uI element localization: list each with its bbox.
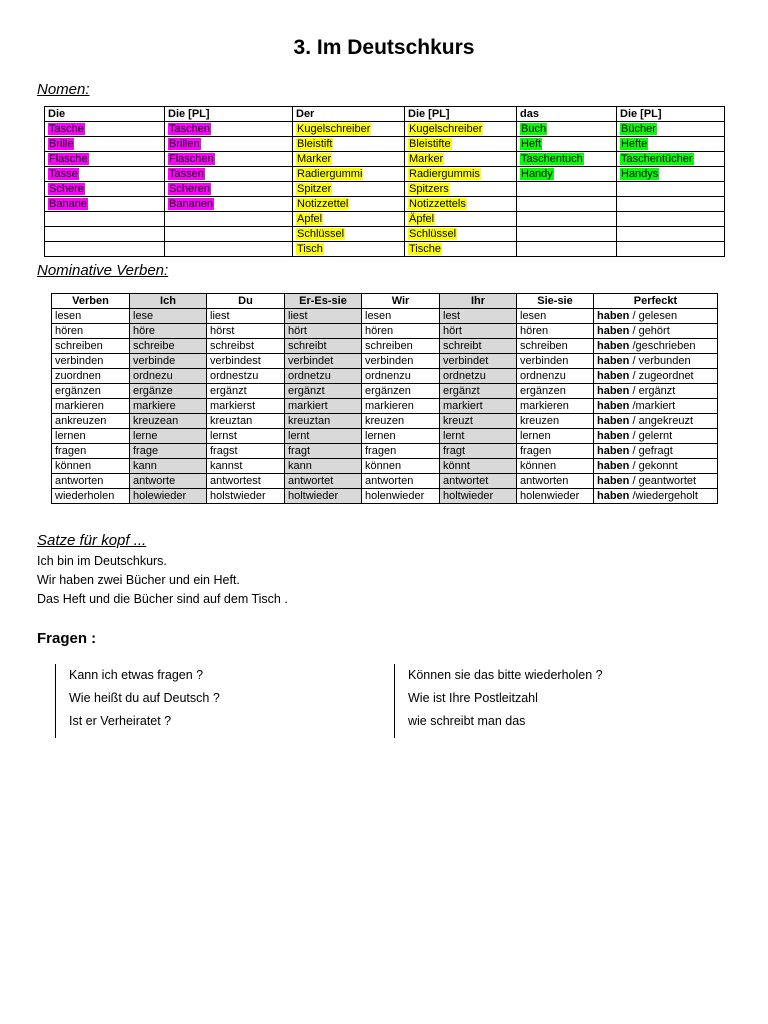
noun-cell [517, 152, 617, 167]
verb-cell: antwortest [207, 474, 285, 489]
noun-word: Radiergummi [297, 168, 363, 180]
verb-cell: höre [130, 324, 207, 339]
verb-cell: ordnestzu [207, 369, 285, 384]
perfect-auxiliary: haben [597, 415, 630, 427]
verb-cell: hört [285, 324, 362, 339]
verb-cell: hören [517, 324, 594, 339]
verb-cell: können [517, 459, 594, 474]
verb-cell: lesen [362, 309, 440, 324]
verb-cell: fragen [517, 444, 594, 459]
noun-cell [617, 242, 725, 257]
table-row [45, 197, 725, 212]
verb-cell: ordnenzu [517, 369, 594, 384]
noun-word: Marker [297, 153, 332, 165]
noun-cell [293, 197, 405, 212]
nouns-column-header: Die [45, 107, 165, 122]
sentences-heading: Satze für kopf ... [37, 532, 147, 549]
verb-cell: ankreuzen [52, 414, 130, 429]
noun-cell [405, 152, 517, 167]
table-row [52, 369, 718, 384]
noun-word: Heft [521, 138, 542, 150]
verb-cell: lerne [130, 429, 207, 444]
noun-cell [617, 212, 725, 227]
nouns-table [44, 106, 725, 257]
perfect-participle: / zugeordnet [629, 370, 694, 382]
noun-word: Tasse [49, 168, 78, 180]
noun-cell [517, 212, 617, 227]
verb-cell: hören [52, 324, 130, 339]
noun-word: Brille [49, 138, 74, 150]
question-item: Wie heißt du auf Deutsch ? [69, 691, 220, 705]
verb-cell: schreiben [362, 339, 440, 354]
noun-word: Tasche [49, 123, 84, 135]
noun-word: Schlüssel [297, 228, 345, 240]
nouns-column-header: Die [PL] [405, 107, 517, 122]
perfect-auxiliary: haben [597, 430, 630, 442]
nouns-column-header: Die [PL] [165, 107, 293, 122]
verb-cell: verbinden [517, 354, 594, 369]
noun-word: Tassen [169, 168, 204, 180]
verb-cell: verbindet [285, 354, 362, 369]
noun-cell [405, 197, 517, 212]
noun-cell [45, 227, 165, 242]
verb-cell: verbindet [440, 354, 517, 369]
perfect-cell [594, 369, 718, 384]
table-row [45, 242, 725, 257]
noun-word: Spitzers [409, 183, 449, 195]
noun-cell [293, 227, 405, 242]
noun-cell [165, 167, 293, 182]
verbs-column-header: Wir [362, 294, 440, 309]
verb-cell: ordnetzu [440, 369, 517, 384]
noun-cell [165, 182, 293, 197]
verb-cell: können [362, 459, 440, 474]
verb-cell: hörst [207, 324, 285, 339]
verb-cell: holewieder [130, 489, 207, 504]
verb-cell: ergänzt [207, 384, 285, 399]
perfect-cell [594, 384, 718, 399]
perfect-cell [594, 324, 718, 339]
verb-cell: schreiben [52, 339, 130, 354]
sentence-line: Das Heft und die Bücher sind auf dem Tisch . [37, 592, 288, 606]
verb-cell: ergänzt [285, 384, 362, 399]
verb-cell: zuordnen [52, 369, 130, 384]
verb-cell: markiert [440, 399, 517, 414]
noun-cell [293, 137, 405, 152]
verb-cell: ergänze [130, 384, 207, 399]
noun-word: Hefte [621, 138, 648, 150]
question-item: wie schreibt man das [408, 714, 526, 728]
noun-cell [617, 122, 725, 137]
noun-cell [405, 227, 517, 242]
nouns-column-header: das [517, 107, 617, 122]
nouns-heading: Nomen: [37, 81, 90, 98]
table-row [52, 459, 718, 474]
verb-cell: lernst [207, 429, 285, 444]
noun-cell [617, 152, 725, 167]
noun-word: Kugelschreiber [297, 123, 371, 135]
noun-word: Flaschen [169, 153, 214, 165]
perfect-cell [594, 414, 718, 429]
verbs-column-header: Sie-sie [517, 294, 594, 309]
noun-word: Apfel [297, 213, 323, 225]
perfect-cell [594, 354, 718, 369]
table-row [45, 137, 725, 152]
verb-cell: fragen [362, 444, 440, 459]
noun-word: Schlüssel [409, 228, 457, 240]
noun-cell [45, 122, 165, 137]
verb-cell: markiert [285, 399, 362, 414]
noun-word: Banane [49, 198, 87, 210]
verb-cell: fragen [52, 444, 130, 459]
noun-word: Scheren [169, 183, 210, 195]
question-item: Können sie das bitte wiederholen ? [408, 668, 603, 682]
noun-cell [165, 212, 293, 227]
perfect-cell [594, 429, 718, 444]
verb-cell: wiederholen [52, 489, 130, 504]
perfect-auxiliary: haben [597, 445, 630, 457]
noun-cell [617, 197, 725, 212]
noun-cell [45, 197, 165, 212]
verb-cell: lesen [517, 309, 594, 324]
noun-word: Notizzettels [409, 198, 466, 210]
verb-cell: schreibt [285, 339, 362, 354]
verb-cell: verbinden [362, 354, 440, 369]
verbs-heading: Nominative Verben: [37, 262, 169, 279]
sentence-line: Wir haben zwei Bücher und ein Heft. [37, 573, 240, 587]
verb-cell: ergänzt [440, 384, 517, 399]
perfect-cell [594, 399, 718, 414]
noun-word: Bananen [169, 198, 214, 210]
verb-cell: ergänzen [517, 384, 594, 399]
verb-cell: können [52, 459, 130, 474]
verb-cell: liest [207, 309, 285, 324]
verb-cell: holenwieder [362, 489, 440, 504]
perfect-cell [594, 474, 718, 489]
perfect-auxiliary: haben [597, 385, 630, 397]
noun-word: Taschen [169, 123, 210, 135]
table-row [45, 152, 725, 167]
noun-word: Handy [521, 168, 553, 180]
verb-cell: ordnetzu [285, 369, 362, 384]
verbs-column-header: Er-Es-sie [285, 294, 362, 309]
perfect-auxiliary: haben [597, 310, 630, 322]
noun-cell [165, 227, 293, 242]
table-row [45, 227, 725, 242]
noun-cell [293, 167, 405, 182]
noun-word: Brillen [169, 138, 200, 150]
nouns-column-header: Der [293, 107, 405, 122]
noun-cell [293, 152, 405, 167]
verbs-column-header: Du [207, 294, 285, 309]
table-row [52, 399, 718, 414]
verb-cell: hört [440, 324, 517, 339]
page-title: 3. Im Deutschkurs [293, 36, 475, 59]
perfect-cell [594, 444, 718, 459]
verb-cell: liest [285, 309, 362, 324]
table-row [45, 167, 725, 182]
perfect-auxiliary: haben [597, 355, 630, 367]
verb-cell: markieren [517, 399, 594, 414]
verb-cell: fragst [207, 444, 285, 459]
perfect-cell [594, 489, 718, 504]
verb-cell: ordnenzu [362, 369, 440, 384]
questions-left-column [55, 664, 220, 738]
noun-word: Marker [409, 153, 444, 165]
perfect-auxiliary: haben [597, 370, 630, 382]
verb-cell: schreiben [517, 339, 594, 354]
noun-cell [617, 227, 725, 242]
perfect-cell [594, 309, 718, 324]
verb-cell: kreuzt [440, 414, 517, 429]
verb-cell: lesen [52, 309, 130, 324]
perfect-participle: / gelernt [629, 430, 673, 442]
verb-cell: markiere [130, 399, 207, 414]
verb-cell: markieren [52, 399, 130, 414]
questions-heading: Fragen : [37, 630, 97, 647]
verb-cell: holtwieder [285, 489, 362, 504]
question-item: Ist er Verheiratet ? [69, 714, 172, 728]
verb-cell: kann [285, 459, 362, 474]
verb-cell: kreuztan [207, 414, 285, 429]
verb-cell: hören [362, 324, 440, 339]
verb-cell: antworten [362, 474, 440, 489]
noun-cell [293, 182, 405, 197]
noun-word: Buch [521, 123, 547, 135]
verb-cell: kreuzen [517, 414, 594, 429]
verb-cell: lernt [285, 429, 362, 444]
noun-word: Taschentuch [521, 153, 583, 165]
verb-cell: antwortet [440, 474, 517, 489]
perfect-participle: / gekonnt [629, 460, 678, 472]
verb-cell: ergänzen [362, 384, 440, 399]
verb-cell: ordnezu [130, 369, 207, 384]
verb-cell: lernen [362, 429, 440, 444]
noun-cell [517, 242, 617, 257]
table-row [45, 182, 725, 197]
perfect-participle: / geantwortet [629, 475, 697, 487]
verb-cell: antworte [130, 474, 207, 489]
verb-cell: frage [130, 444, 207, 459]
verbs-column-header: Perfeckt [594, 294, 718, 309]
verbs-column-header: Ihr [440, 294, 517, 309]
noun-cell [405, 242, 517, 257]
verb-cell: kannst [207, 459, 285, 474]
noun-word: Schere [49, 183, 84, 195]
perfect-auxiliary: haben [597, 490, 630, 502]
perfect-participle: / gehört [629, 325, 670, 337]
noun-cell [45, 167, 165, 182]
perfect-participle: / gelesen [629, 310, 678, 322]
noun-cell [405, 137, 517, 152]
noun-word: Bleistifte [409, 138, 451, 150]
table-row [52, 324, 718, 339]
table-row [52, 309, 718, 324]
noun-word: Tische [409, 243, 441, 255]
noun-cell [165, 197, 293, 212]
perfect-cell [594, 339, 718, 354]
perfect-participle: / angekreuzt [629, 415, 693, 427]
noun-cell [165, 242, 293, 257]
perfect-participle: / ergänzt [629, 385, 676, 397]
verb-cell: kreuzen [362, 414, 440, 429]
question-item: Wie ist Ihre Postleitzahl [408, 691, 538, 705]
verb-cell: lese [130, 309, 207, 324]
perfect-participle: /markiert [629, 400, 676, 412]
noun-cell [405, 122, 517, 137]
noun-cell [405, 182, 517, 197]
verb-cell: schreibe [130, 339, 207, 354]
verb-cell: lernen [52, 429, 130, 444]
sentence-line: Ich bin im Deutschkurs. [37, 554, 167, 568]
perfect-participle: / verbunden [629, 355, 691, 367]
perfect-participle: /wiedergeholt [629, 490, 698, 502]
noun-cell [517, 197, 617, 212]
noun-cell [405, 167, 517, 182]
verb-cell: verbinden [52, 354, 130, 369]
noun-cell [617, 137, 725, 152]
noun-cell [405, 212, 517, 227]
perfect-auxiliary: haben [597, 475, 630, 487]
table-row [52, 429, 718, 444]
verb-cell: lernt [440, 429, 517, 444]
noun-cell [517, 122, 617, 137]
noun-word: Bleistift [297, 138, 333, 150]
noun-word: Bücher [621, 123, 656, 135]
table-row [52, 474, 718, 489]
perfect-auxiliary: haben [597, 325, 630, 337]
noun-cell [165, 137, 293, 152]
verb-cell: schreibt [440, 339, 517, 354]
noun-word: Äpfel [409, 213, 435, 225]
noun-cell [517, 227, 617, 242]
verb-cell: kreuzean [130, 414, 207, 429]
verbs-column-header: Ich [130, 294, 207, 309]
noun-cell [293, 242, 405, 257]
noun-cell [45, 182, 165, 197]
verb-cell: kreuztan [285, 414, 362, 429]
question-item: Kann ich etwas fragen ? [69, 668, 204, 682]
table-row [45, 122, 725, 137]
perfect-auxiliary: haben [597, 400, 630, 412]
perfect-participle: /geschrieben [629, 340, 696, 352]
table-row [52, 489, 718, 504]
noun-cell [517, 137, 617, 152]
nouns-column-header: Die [PL] [617, 107, 725, 122]
table-row [52, 339, 718, 354]
table-row [52, 414, 718, 429]
verbs-table [51, 293, 718, 504]
verb-cell: verbindest [207, 354, 285, 369]
noun-cell [45, 212, 165, 227]
verb-cell: kann [130, 459, 207, 474]
noun-cell [293, 122, 405, 137]
verb-cell: lernen [517, 429, 594, 444]
noun-word: Notizzettel [297, 198, 349, 210]
verb-cell: markieren [362, 399, 440, 414]
noun-word: Spitzer [297, 183, 332, 195]
verb-cell: fragt [285, 444, 362, 459]
noun-word: Kugelschreiber [409, 123, 483, 135]
perfect-participle: / gefragt [629, 445, 673, 457]
noun-cell [165, 122, 293, 137]
table-row [52, 444, 718, 459]
verb-cell: fragt [440, 444, 517, 459]
noun-cell [517, 182, 617, 197]
noun-word: Radiergummis [409, 168, 480, 180]
perfect-auxiliary: haben [597, 340, 630, 352]
questions-right-column [394, 664, 603, 738]
table-row [52, 354, 718, 369]
noun-cell [45, 137, 165, 152]
verbs-column-header: Verben [52, 294, 130, 309]
noun-word: Tisch [297, 243, 323, 255]
verb-cell: könnt [440, 459, 517, 474]
noun-cell [45, 242, 165, 257]
noun-cell [517, 167, 617, 182]
noun-cell [293, 212, 405, 227]
table-row [45, 212, 725, 227]
noun-cell [165, 152, 293, 167]
noun-cell [617, 167, 725, 182]
verb-cell: holenwieder [517, 489, 594, 504]
verb-cell: verbinde [130, 354, 207, 369]
noun-cell [45, 152, 165, 167]
perfect-cell [594, 459, 718, 474]
verb-cell: antwortet [285, 474, 362, 489]
verb-cell: antworten [52, 474, 130, 489]
noun-cell [617, 182, 725, 197]
verb-cell: ergänzen [52, 384, 130, 399]
noun-word: Taschentücher [621, 153, 693, 165]
table-row [52, 384, 718, 399]
verb-cell: antworten [517, 474, 594, 489]
verb-cell: markierst [207, 399, 285, 414]
perfect-auxiliary: haben [597, 460, 630, 472]
noun-word: Handys [621, 168, 659, 180]
verb-cell: lest [440, 309, 517, 324]
noun-word: Flasche [49, 153, 88, 165]
verb-cell: holtwieder [440, 489, 517, 504]
verb-cell: holstwieder [207, 489, 285, 504]
verb-cell: schreibst [207, 339, 285, 354]
